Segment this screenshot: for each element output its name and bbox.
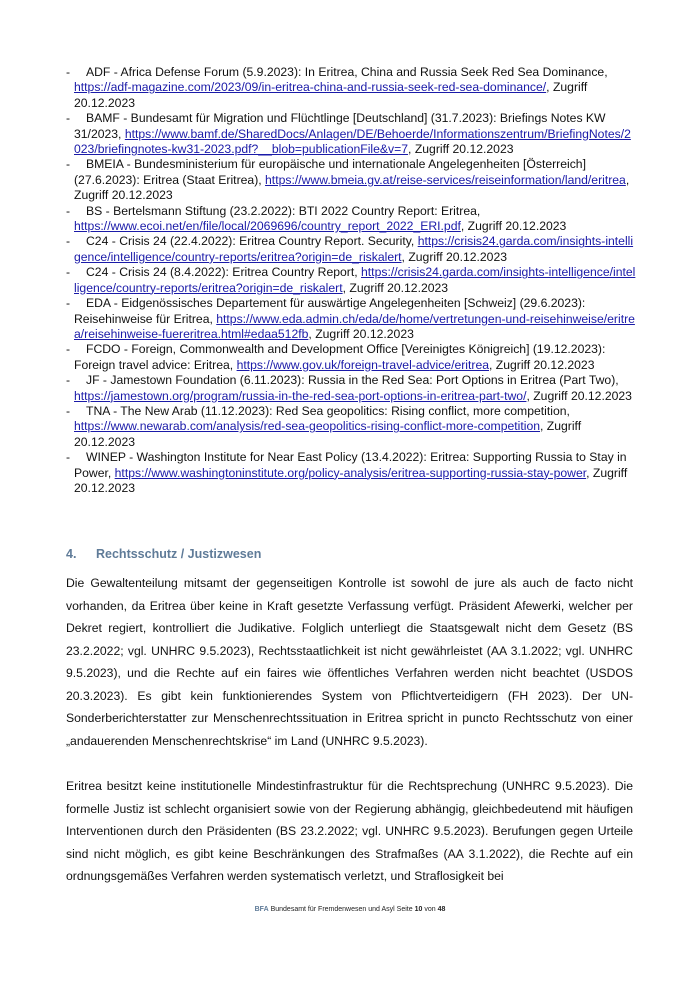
source-item: - FCDO - Foreign, Commonwealth and Development Office [Vereinigtes Königreich] (19.12.2023): Foreign travel advice: Eritrea, https://www.gov.uk/foreign-travel-advice/eritrea, Zugriff 20.12.2023 — [66, 342, 606, 372]
footer-of-word: von — [424, 906, 436, 913]
source-link[interactable]: https://www.bamf.de/SharedDocs/Anlagen/DE/Behoerde/Informationszentrum/BriefingNotes/2023/briefingnotes-kw31-2023.pdf?__blob=publicationFile&v=7 — [74, 126, 631, 157]
source-item: - C24 - Crisis 24 (8.4.2022): Eritrea Country Report, https://crisis24.garda.com/insights-intelligence/intelligence/country-reports/eritrea?origin=de_riskalert, Zugriff 20.12.2023 — [66, 265, 636, 295]
source-item: - BS - Bertelsmann Stiftung (23.2.2022): BTI 2022 Country Report: Eritrea, https://www.ecoi.net/en/file/local/2069696/country_report_2022_ERI.pdf, Zugriff 20.12.2023 — [66, 203, 567, 234]
source-link[interactable]: https://www.newarab.com/analysis/red-sea-geopolitics-rising-conflict-more-competition — [74, 419, 541, 434]
source-link[interactable]: https://crisis24.garda.com/insights-intelligence/intelligence/country-reports/eritrea?origin=de_riskalert — [74, 234, 634, 264]
source-item: - EDA - Eidgenössisches Departement für auswärtige Angelegenheiten [Schweiz] (29.6.2023): Reisehinweise für Eritrea, https://www.eda.admin.ch/eda/de/home/vertretungen-und-reisehinweise/eritrea/reisehinweise-fuereritrea.html#edaa512fb, Zugriff 20.12.2023 — [66, 296, 635, 341]
source-item: - TNA - The New Arab (11.12.2023): Red Sea geopolitics: Rising conflict, more competition, https://www.newarab.com/analysis/red-sea-geopolitics-rising-conflict-more-competition, Zugriff 20.12.2023 — [66, 403, 582, 449]
list-dash: - — [66, 450, 71, 465]
source-item: - JF - Jamestown Foundation (6.11.2023): Russia in the Red Sea: Port Options in Eritrea (Part Two), https://jamestown.org/program/russia-in-the-red-sea-port-options-in-eritrea-part-two/, Zugriff 20.12.2023 — [66, 373, 632, 403]
source-link[interactable]: https://www.eda.admin.ch/eda/de/home/vertretungen-und-reisehinweise/eritrea/reisehinweise-fuereritrea.html#edaa512fb — [74, 311, 635, 341]
list-dash: - — [66, 111, 71, 126]
footer-page-number: 10 — [414, 906, 423, 913]
footer-org: Bundesamt für Fremdenwesen und Asyl — [270, 906, 395, 913]
source-item: - BAMF - Bundesamt für Migration und Flüchtlinge [Deutschland] (31.7.2023): Briefings Notes KW 31/2023, https://www.bamf.de/SharedDocs/Anlagen/DE/Behoerde/Informationszentrum/BriefingNotes/2023/briefingnotes-kw31-2023.pdf?__blob=publicationFile&v=7, Zugriff 20.12.2023 — [66, 111, 631, 157]
list-dash: - — [66, 65, 71, 79]
footer-brand: BFA — [254, 906, 269, 913]
source-link[interactable]: https://www.bmeia.gv.at/reise-services/reiseinformation/land/eritrea — [265, 172, 626, 187]
body-paragraph-2 — [66, 775, 633, 888]
source-item: - WINEP - Washington Institute for Near East Policy (13.4.2022): Eritrea: Supporting Russia to Stay in Power, https://www.washingtoninstitute.org/policy-analysis/eritrea-supporting-russia-stay-power, Zugriff 20.12.2023 — [66, 450, 628, 495]
footer-page-total: 48 — [437, 906, 446, 913]
section-heading — [66, 547, 261, 561]
page-footer — [0, 906, 700, 913]
section-title: Rechtsschutz / Justizwesen — [96, 547, 262, 561]
list-dash: - — [66, 234, 71, 249]
source-link[interactable]: https://jamestown.org/program/russia-in-the-red-sea-port-options-in-eritrea-part-two/ — [74, 388, 527, 403]
paragraph-text: Die Gewaltenteilung mitsamt der gegenseitigen Kontrolle ist sowohl de jure als auch de facto nicht vorhanden, da Eritrea über keine in Kraft gesetzte Verfassung verfügt. Präsident Afewerki, welcher per Dekret regiert, kontrolliert die Judikative. Folglich unterliegt die Staatsgewalt nicht dem Gesetz (BS 23.2.2022; vgl. UNHRC 9.5.2023), Rechtsstaatlichkeit ist nicht gewährleistet (AA 3.1.2022; vgl. UNHRC 9.5.2023), und die Rechte auf ein faires wie öffentliches Verfahren werden nicht beachtet (USDOS 20.3.2023). Es gibt kein funktionierendes System von Pflichtverteidigern (FH 2023). Der UN-Sonderberichterstatter zur Menschenrechtssituation in Eritrea spricht in puncto Rechtsschutz von einer „andauerenden Menschenrechtskrise“ im Land (UNHRC 9.5.2023). — [66, 576, 633, 748]
source-item: - C24 - Crisis 24 (22.4.2022): Eritrea Country Report. Security, https://crisis24.garda.com/insights-intelligence/intelligence/country-reports/eritrea?origin=de_riskalert, Zugriff 20.12.2023 — [66, 234, 634, 264]
list-dash: - — [66, 403, 71, 418]
source-item: - ADF - Africa Defense Forum (5.9.2023): In Eritrea, China and Russia Seek Red Sea Dominance, https://adf-magazine.com/2023/09/in-eritrea-china-and-russia-seek-red-sea-dominance/, Zugriff 20.12.2023 — [66, 65, 608, 110]
body-paragraph-1 — [66, 572, 633, 752]
paragraph-text: Eritrea besitzt keine institutionelle Mindestinfrastruktur für die Rechtsprechung (UNHRC 9.5.2023). Die formelle Justiz ist schlecht organisiert sowie von der Regierung abhängig, gleichbedeutend mit häufigen Interventionen durch den Präsidenten (BS 23.2.2022; vgl. UNHRC 9.5.2023). Berufungen gegen Urteile sind nicht möglich, es gibt keine Beschränkungen des Strafmaßes (AA 3.1.2022), die Rechte auf ein ordnungsgemäßes Verfahren werden systematisch verletzt, und Straflosigkeit bei — [66, 779, 633, 883]
section-number: 4. — [66, 547, 77, 561]
source-link[interactable]: https://adf-magazine.com/2023/09/in-eritrea-china-and-russia-seek-red-sea-dominance/ — [74, 80, 547, 95]
list-dash: - — [66, 342, 71, 357]
footer-page-word: Seite — [396, 906, 413, 913]
source-link[interactable]: https://crisis24.garda.com/insights-intelligence/intelligence/country-reports/eritrea?origin=de_riskalert — [74, 265, 636, 295]
list-dash: - — [66, 373, 71, 388]
list-dash: - — [66, 157, 71, 172]
list-dash: - — [66, 203, 71, 218]
source-link[interactable]: https://www.gov.uk/foreign-travel-advice/eritrea — [236, 357, 490, 372]
source-item: - BMEIA - Bundesministerium für europäische und internationale Angelegenheiten [Österreich] (27.6.2023): Eritrea (Staat Eritrea), https://www.bmeia.gv.at/reise-services/reiseinformation/land/eritrea, Zugriff 20.12.2023 — [66, 157, 630, 203]
list-dash: - — [66, 265, 71, 280]
list-dash: - — [66, 296, 71, 311]
source-link[interactable]: https://www.ecoi.net/en/file/local/2069696/country_report_2022_ERI.pdf — [74, 219, 461, 234]
source-list — [66, 65, 636, 496]
source-link[interactable]: https://www.washingtoninstitute.org/policy-analysis/eritrea-supporting-russia-stay-power — [114, 465, 587, 480]
